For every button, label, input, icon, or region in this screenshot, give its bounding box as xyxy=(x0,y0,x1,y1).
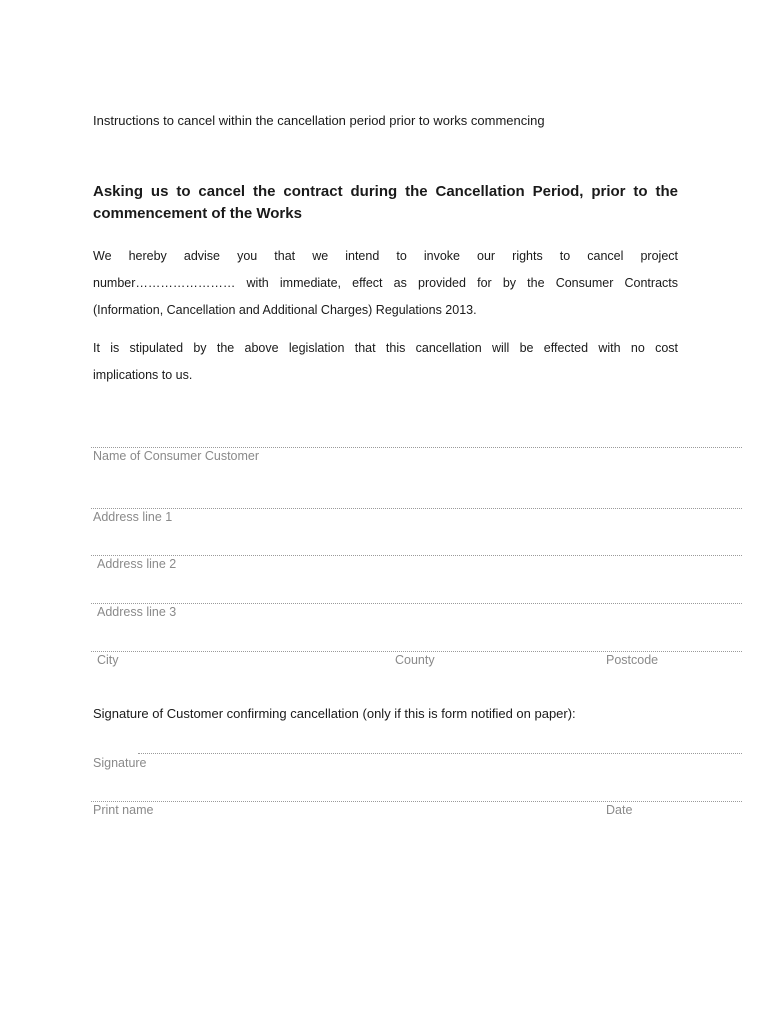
intro-text: Instructions to cancel within the cancellation period prior to works commencing xyxy=(93,113,545,128)
date-label: Date xyxy=(606,803,633,817)
address1-label: Address line 1 xyxy=(93,510,173,524)
paragraph1-line1: We hereby advise you that we intend to invoke our rights to cancel project xyxy=(93,249,678,263)
signature-label: Signature xyxy=(93,756,147,770)
paragraph2-line2: implications to us. xyxy=(93,368,193,382)
address2-field-line[interactable] xyxy=(91,555,742,556)
signature-field-line[interactable] xyxy=(138,753,742,754)
paragraph1-line2: number…………………… with immediate, effect as provided for by the Consumer Contracts xyxy=(93,276,678,290)
city-county-postcode-field-line[interactable] xyxy=(91,651,742,652)
paragraph1-line3: (Information, Cancellation and Additional Charges) Regulations 2013. xyxy=(93,303,477,317)
name-field-line[interactable] xyxy=(91,447,742,448)
print-name-label: Print name xyxy=(93,803,154,817)
city-label: City xyxy=(97,653,119,667)
paragraph-no-cost xyxy=(93,335,678,389)
address3-field-line[interactable] xyxy=(91,603,742,604)
address1-field-line[interactable] xyxy=(91,508,742,509)
paragraph-cancellation-notice xyxy=(93,243,678,324)
address3-label: Address line 3 xyxy=(97,605,177,619)
paragraph2-line1: It is stipulated by the above legislation that this cancellation will be effected with no cost xyxy=(93,341,678,355)
address2-label: Address line 2 xyxy=(97,557,177,571)
county-label: County xyxy=(395,653,435,667)
document-heading: Asking us to cancel the contract during the Cancellation Period, prior to the commencement of the Works xyxy=(93,183,678,222)
print-name-date-field-line[interactable] xyxy=(91,801,742,802)
postcode-label: Postcode xyxy=(606,653,659,667)
name-label: Name of Consumer Customer xyxy=(93,449,260,463)
signature-intro: Signature of Customer confirming cancellation (only if this is form notified on paper): xyxy=(93,706,576,721)
